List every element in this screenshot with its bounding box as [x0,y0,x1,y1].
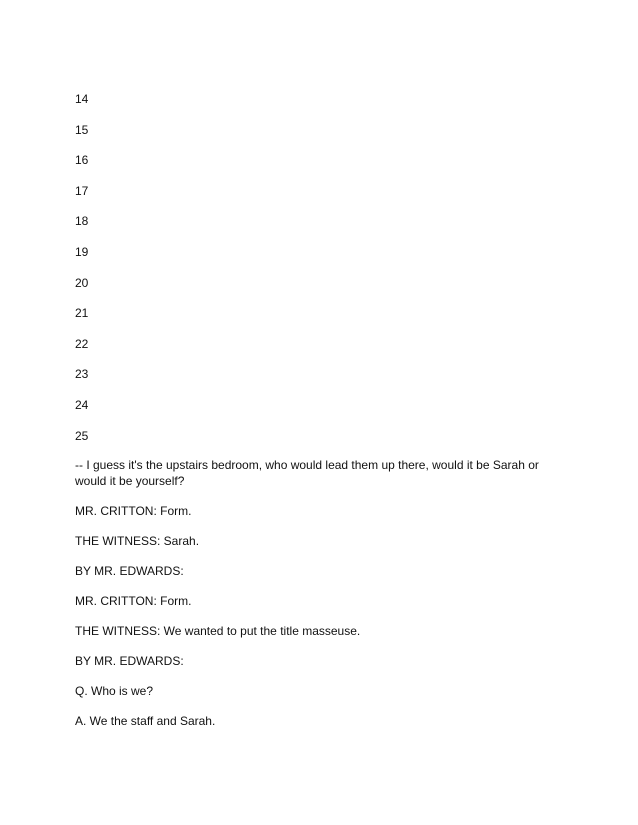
line-number: 20 [75,275,89,290]
transcript-body [75,457,570,743]
line-number: 17 [75,183,89,198]
transcript-paragraph: BY MR. EDWARDS: [75,654,184,668]
transcript-paragraph: A. We the staff and Sarah. [75,714,216,728]
line-number: 19 [75,244,89,259]
line-number: 21 [75,306,89,321]
line-number: 16 [75,153,89,168]
line-number: 14 [75,92,89,106]
transcript-paragraph: MR. CRITTON: Form. [75,594,192,608]
transcript-paragraph: MR. CRITTON: Form. [75,504,192,518]
transcript-paragraph: THE WITNESS: Sarah. [75,534,200,548]
transcript-paragraph: -- I guess it's the upstairs bedroom, who would lead them up there, would it be Sarah or would it be yourself? [75,458,539,488]
line-number: 25 [75,428,89,443]
line-number: 18 [75,214,89,229]
transcript-paragraph: Q. Who is we? [75,684,154,698]
transcript-paragraph: BY MR. EDWARDS: [75,564,184,578]
line-number: 24 [75,397,89,412]
line-number: 15 [75,122,89,137]
line-number: 23 [75,367,89,382]
transcript-paragraph: THE WITNESS: We wanted to put the title masseuse. [75,624,361,638]
line-number: 22 [75,336,89,351]
line-number-column [75,91,135,458]
